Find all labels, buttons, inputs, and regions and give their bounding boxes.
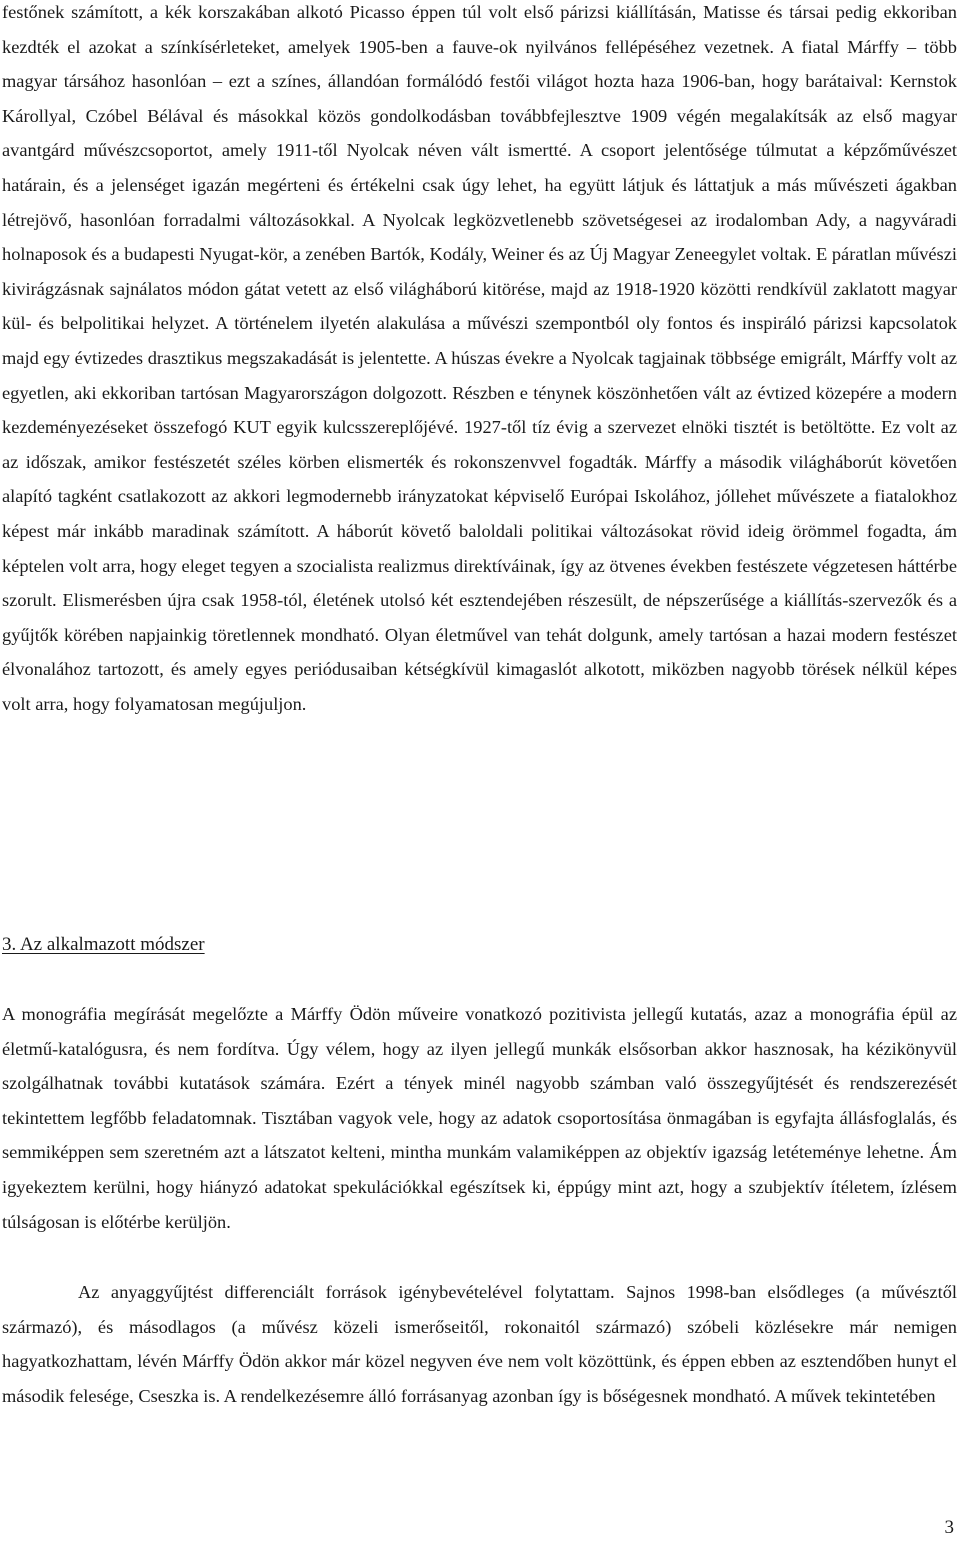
body-paragraph: Az anyaggyűjtést differenciált források igénybevételével folytattam. Sajnos 1998-ban elsődleges (a művésztől származó), és másodlagos (a művész közeli ismerőseitől, rokonaitól származó) szóbeli közlésekre már nemigen hagyatkozhattam, lévén Márffy Ödön akkor már közel negyven éve nem volt közöttünk, és éppen ebben az esztendőben hunyt el második felesége, Cseszka is. A rendelkezésemre álló forrásanyag azonban így is bőségesnek mondható. A művek tekintetében	[2, 1282, 957, 1406]
page-number: 3	[944, 1517, 954, 1538]
body-paragraph: A monográfia megírását megelőzte a Márffy Ödön műveire vonatkozó pozitivista jellegű kutatás, azaz a monográfia épül az életmű-katalógusra, és nem fordítva. Úgy vélem, hogy az ilyen jellegű munkák elsősorban akkor hasznosak, ha kézikönyvül szolgálhatnak további kutatások számára. Ezért a tények minél nagyobb számban való összegyűjtését és rendszerezését tekintettem legfőbb feladatomnak. Tisztában vagyok vele, hogy az adatok csoportosítása önmagában is egyfajta állásfoglalás, és semmiképpen sem szeretném azt a látszatot kelteni, mintha munkám valamiképpen az objektív igazság letéteménye lehetne. Ám igyekeztem kerülni, hogy hiányzó adatokat spekulációkkal egészítsek ki, éppúgy mint azt, hogy a szubjektív ítéletem, ízlésem túlságosan is előtérbe kerüljön.	[2, 1004, 957, 1232]
section-heading: 3. Az alkalmazott módszer	[2, 934, 205, 955]
body-paragraph: festőnek számított, a kék korszakában alkotó Picasso éppen túl volt első párizsi kiállításán, Matisse és társai pedig ekkoriban kezdték el azokat a színkísérleteket, amelyek 1905-ben a fauve-ok nyilvános fellépéséhez vezetnek. A fiatal Márffy – több magyar társához hasonlóan – ezt a színes, állandóan formálódó festői világot hozta haza 1906-ban, hogy barátaival: Kernstok Károllyal, Czóbel Bélával és másokkal közös gondolkodásban továbbfejlesztve 1909 végén megalakítsák az első magyar avantgárd művészcsoportot, amely 1911-től Nyolcak néven vált ismertté. A csoport jelentősége túlmutat a képzőművészet határain, és a jelenséget igazán megérteni és értékelni csak úgy lehet, ha együtt látjuk és láttatjuk a más művészeti ágakban létrejövő, hasonlóan forradalmi változásokkal. A Nyolcak legközvetlenebb szövetségesei az irodalomban Ady, a nagyváradi holnaposok és a budapesti Nyugat-kör, a zenében Bartók, Kodály, Weiner és az Új Magyar Zeneegylet voltak. E páratlan művészi kivirágzásnak sajnálatos módon gátat vetett az első világháború kitörése, majd az 1918-1920 közötti rendkívül zaklatott magyar kül- és belpolitikai helyzet. A történelem ilyetén alakulása a művészi szempontból oly fontos és inspiráló párizsi kapcsolatok majd egy évtizedes drasztikus megszakadását is jelentette. A húszas évekre a Nyolcak tagjainak többsége emigrált, Márffy volt az egyetlen, aki ekkoriban tartósan Magyarországon dolgozott. Részben e ténynek köszönhetően vált az évtized közepére a modern kezdeményezéseket összefogó KUT egyik kulcsszereplőjévé. 1927-től tíz évig a szervezet elnöki tisztét is betöltötte. Ez volt az az időszak, amikor festészetét széles körben elismerték és rokonszenvvel fogadták. Márffy a második világháborút követően alapító tagként csatlakozott az akkori legmodernebb irányzatokat képviselő Európai Iskolához, jóllehet művészete a fiatalokhoz képest már inkább maradinak számított. A háborút követő baloldali politikai változásokat rövid ideig örömmel fogadta, ám képtelen volt arra, hogy eleget tegyen a szocialista realizmus direktíváinak, így az ötvenes években festészete végzetesen háttérbe szorult. Elismerésben újra csak 1958-tól, életének utolsó két esztendejében részesült, de népszerűsége a kiállítás-szervezők és a gyűjtők körében napjainkig töretlennek mondható. Olyan életművel van tehát dolgunk, amely tartósan a hazai modern festészet élvonalához tartozott, és amely egyes periódusaiban kétségkívül kimagaslót alkotott, miközben nagyobb törések nélkül képes volt arra, hogy folyamatosan megújuljon.	[2, 2, 957, 714]
